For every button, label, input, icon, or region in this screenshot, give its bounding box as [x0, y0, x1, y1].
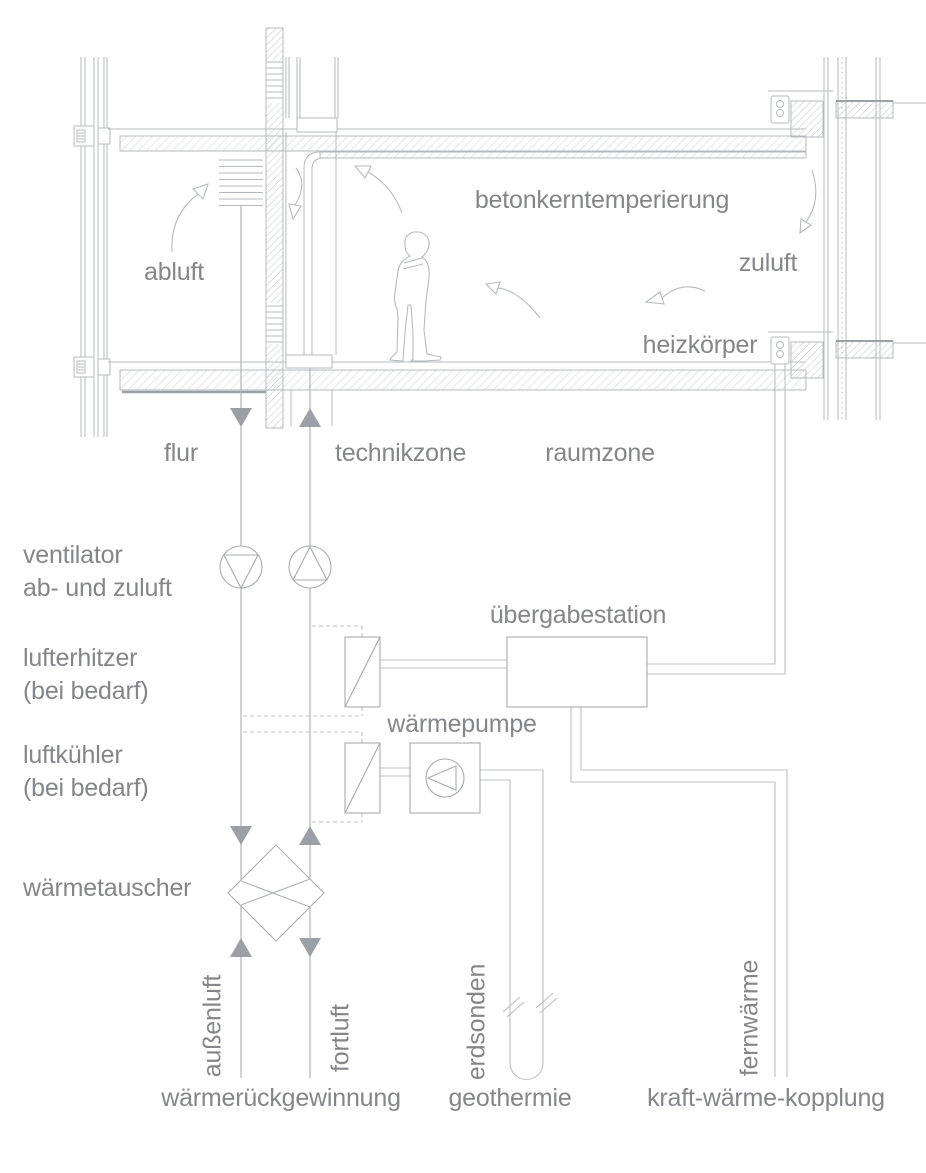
arrow-near-heizkoerper	[646, 287, 705, 304]
betonkern-duct	[320, 152, 806, 158]
label-ventilator-2: ab- und zuluft	[23, 574, 172, 602]
facade-detail-lower	[768, 332, 926, 378]
label-lufterhitzer-2: (bei bedarf)	[23, 677, 149, 705]
cooling-coil-symbol	[345, 743, 380, 813]
arrow-zuluft-down	[800, 170, 816, 233]
label-aussenluft: außenluft	[198, 974, 227, 1078]
coil-supply-pipe	[380, 660, 507, 668]
label-zone-raumzone: raumzone	[545, 439, 655, 467]
sunshade-upper	[836, 101, 893, 118]
arrow-shaft-down	[289, 168, 302, 219]
floor-plenum-box	[286, 355, 332, 368]
label-heizkoerper: heizkörper	[642, 331, 758, 359]
right-facade	[768, 57, 926, 420]
floor-slab	[108, 362, 806, 426]
fan-abluft	[220, 546, 262, 588]
arrow-fortluft-down	[299, 938, 321, 957]
radiator-pipe	[647, 364, 785, 674]
coil-connectors	[243, 626, 362, 822]
label-uebergabestation: übergabestation	[489, 601, 667, 629]
transfer-duct-box	[297, 118, 337, 132]
label-waermepumpe: wärmepumpe	[387, 710, 537, 738]
left-facade	[74, 57, 120, 437]
label-geothermie: geothermie	[448, 1084, 572, 1112]
label-luftkuehler-2: (bei bedarf)	[23, 774, 149, 802]
abluft-grille	[219, 160, 263, 206]
label-waermerueckgewinnung: wärmerückgewinnung	[161, 1084, 401, 1112]
arrow-zuluft-out-hx	[299, 826, 321, 845]
arrow-abluft-up	[172, 184, 208, 252]
arrow-room-upleft	[355, 166, 402, 213]
fan-zuluft	[289, 546, 331, 588]
label-fortluft: fortluft	[326, 1004, 355, 1072]
arrow-abluft-into-hx	[230, 826, 252, 845]
label-zone-technikzone: technikzone	[335, 439, 467, 467]
label-luftkuehler-1: luftkühler	[23, 741, 123, 769]
uebergabestation-box	[507, 637, 647, 707]
pipe-break-right	[536, 993, 557, 1013]
label-zone-flur: flur	[164, 439, 198, 467]
label-zuluft: zuluft	[738, 249, 798, 277]
arrow-mid-room	[486, 282, 540, 318]
heatpump-coil-pipe	[380, 768, 410, 776]
column	[266, 28, 283, 428]
label-lufterhitzer-1: lufterhitzer	[23, 644, 138, 672]
label-betonkerntemperierung: betonkerntemperierung	[474, 186, 730, 214]
facade-detail-upper	[768, 91, 926, 137]
building-section	[74, 28, 926, 437]
facade-anchor-lower	[74, 357, 110, 377]
label-erdsonden: erdsonden	[462, 963, 491, 1081]
heat-pump-symbol	[410, 743, 480, 813]
label-abluft: abluft	[144, 258, 204, 286]
ground-loop	[480, 770, 557, 1080]
arrow-zuluft-up-top	[299, 408, 321, 427]
label-fernwaerme: fernwärme	[735, 959, 764, 1077]
heating-coil-symbol	[345, 637, 380, 707]
arrow-abluft-down-top	[230, 408, 252, 427]
sunshade-lower	[836, 341, 893, 358]
label-ventilator-1: ventilator	[23, 541, 123, 569]
arrow-aussenluft-up	[230, 938, 252, 957]
label-waermetauscher: wärmetauscher	[23, 874, 192, 902]
pipe-break-left	[503, 997, 524, 1017]
person-figure	[390, 232, 441, 361]
label-kwk: kraft-wärme-kopplung	[647, 1084, 885, 1112]
